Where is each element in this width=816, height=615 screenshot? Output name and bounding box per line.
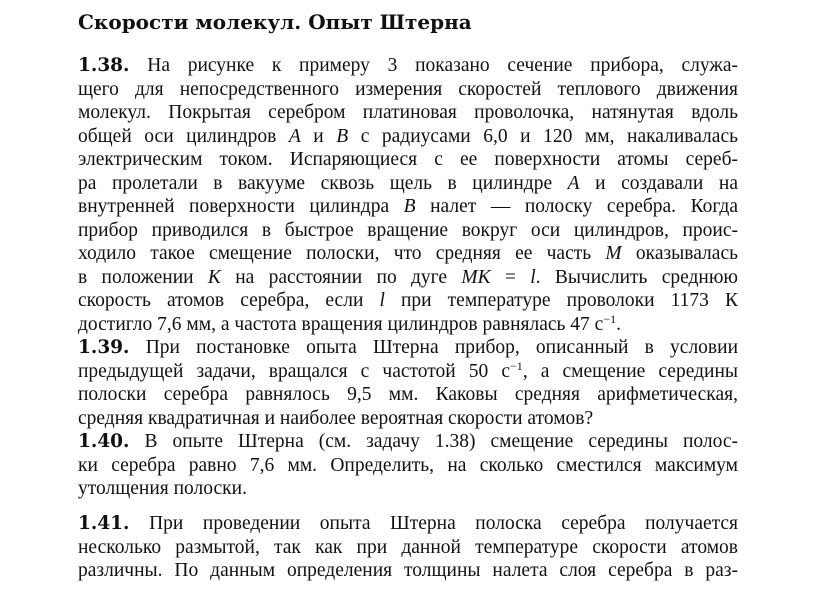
text-line: общей оси цилиндров A и B с радиусами 6,0 и 120 мм, накаливалась bbox=[78, 125, 738, 147]
text-line: ходило такое смещение полоски, что средняя ее часть M оказывалась bbox=[78, 243, 738, 264]
text-line: электрическим током. Испаряющиеся с ее поверхности атомы сереб- bbox=[78, 149, 738, 170]
text-line: ра пролетали в вакууме сквозь щель в цилиндре A и создавали на bbox=[78, 172, 738, 194]
problem-number: 1.40. bbox=[78, 431, 130, 452]
problem-number: 1.41. bbox=[78, 513, 130, 534]
problem-1-41 bbox=[78, 512, 738, 583]
text-line: 1.38. На рисунке к примеру 3 показано сечение прибора, служа- bbox=[78, 55, 739, 76]
text-line: полоски серебра равнялось 9,5 мм. Каковы средняя арифметическая, bbox=[78, 384, 738, 405]
section-heading: Скорости молекул. Опыт Штерна bbox=[78, 10, 472, 34]
text-line: 1.39. При постановке опыта Штерна прибор, описанный в условии bbox=[78, 337, 739, 358]
text-line: внутренней поверхности цилиндра B налет — полоску серебра. Когда bbox=[78, 196, 738, 217]
problem-1-38 bbox=[78, 54, 738, 336]
problem-1-40 bbox=[78, 430, 738, 501]
text-line: утолщения полоски. bbox=[78, 478, 247, 499]
text-line: несколько размытой, так как при данной температуре скорости атомов bbox=[78, 536, 738, 558]
text-line: достигло 7,6 мм, а частота вращения цилиндров равнялась 47 $с^{-1}$. bbox=[78, 311, 621, 335]
text-line: в положении K на расстоянии по дуге MK = l. Вычислить среднюю bbox=[78, 266, 739, 288]
text-line: щего для непосредственного измерения скоростей теплового движения bbox=[78, 78, 738, 100]
text-line: 1.40. В опыте Штерна (см. задачу 1.38) смещение середины полос- bbox=[78, 431, 739, 452]
problem-1-39 bbox=[78, 336, 738, 430]
text-line: 1.41. При проведении опыта Штерна полоска серебра получается bbox=[78, 513, 739, 534]
text-line: ки серебра равно 7,6 мм. Определить, на сколько сместился максимум bbox=[78, 454, 738, 476]
problem-number: 1.38. bbox=[78, 55, 130, 76]
problem-number: 1.39. bbox=[78, 337, 130, 358]
text-line: средняя квадратичная и наиболее вероятная скорости атомов? bbox=[78, 407, 594, 429]
text-line: прибор приводился в быстрое вращение вокруг оси цилиндров, проис- bbox=[78, 219, 738, 241]
text-line: скорость атомов серебра, если l при температуре проволоки 1173 К bbox=[78, 290, 738, 311]
text-line: предыдущей задачи, вращался с частотой 50 $с^{-1}$, а смещение середины bbox=[78, 358, 738, 382]
text-line: различны. По данным определения толщины налета слоя серебра в раз- bbox=[78, 560, 738, 581]
text-line: молекул. Покрытая серебром платиновая проволочка, натянутая вдоль bbox=[78, 102, 738, 123]
